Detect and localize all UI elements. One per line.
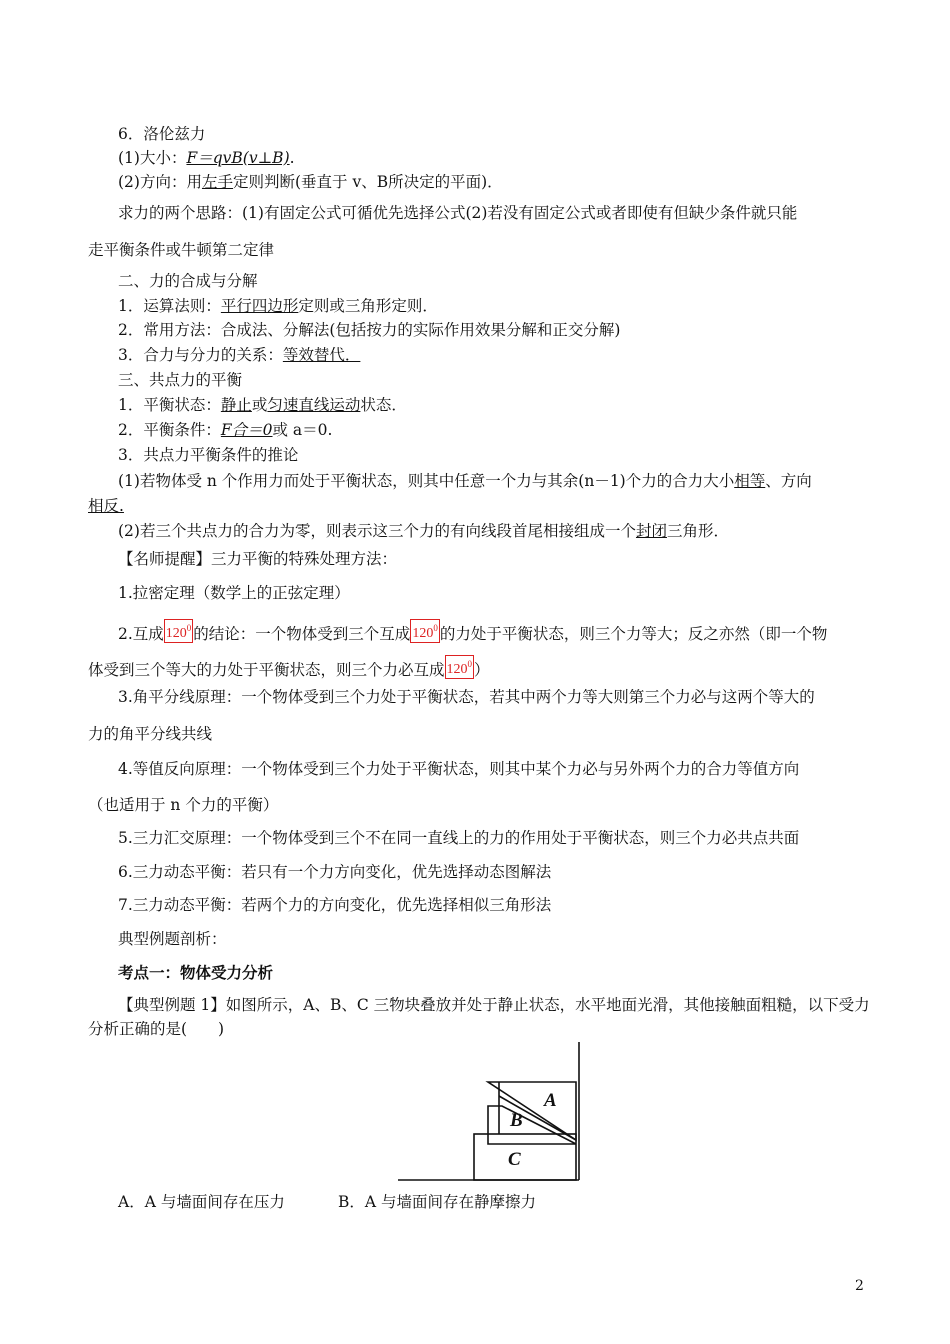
tip-4: 4.等值反向原理：一个物体受到三个力处于平衡状态，则其中某个力必与另外两个力的合力等值方向: [118, 760, 800, 778]
example-1-question-cont: 分析正确的是( ): [88, 1020, 225, 1038]
tips-heading: 【名师提醒】三力平衡的特殊处理方法：: [118, 550, 398, 568]
option-a: A．A 与墙面间存在压力: [118, 1193, 285, 1211]
equilibrium-condition: 2．平衡条件：F合＝0或 a＝0.: [118, 421, 333, 439]
inference-2: (2)若三个共点力的合力为零，则表示这三个力的有向线段首尾相接组成一个封闭三角形．: [118, 522, 729, 540]
tip-7: 7.三力动态平衡：若两个力的方向变化，优先选择相似三角形法: [118, 896, 552, 914]
example-1-question: 【典型例题 1】如图所示，A、B、C 三物块叠放并处于静止状态，水平地面光滑，其他接触面粗糙，以下受力: [118, 996, 870, 1014]
lorentz-direction-line: (2)方向：用左手定则判断(垂直于 v、B所决定的平面)．: [118, 173, 503, 191]
tip-5: 5.三力汇交原理：一个物体受到三个不在同一直线上的力的作用处于平衡状态，则三个力必共点共面: [118, 829, 800, 847]
section-composition-heading: 二、力的合成与分解: [118, 272, 258, 290]
tip-3-cont: 力的角平分线共线: [88, 725, 213, 743]
tip-2: 2.互成 $120^0$ 的结论：一个物体受到三个互成 $120^0$ 的力处于平衡状态，则三个力等大；反之亦然（即一个物: [118, 619, 827, 644]
point-1-heading: 考点一：物体受力分析: [118, 963, 274, 982]
inference-1: (1)若物体受 n 个作用力而处于平衡状态，则其中任意一个力与其余(n－1)个力的合力大小相等、方向: [118, 472, 812, 490]
section-equilibrium-heading: 三、共点力的平衡: [118, 371, 243, 389]
angle-badge: $120^0$: [445, 655, 475, 679]
block-c: [474, 1134, 576, 1180]
label-a: A: [544, 1090, 557, 1111]
label-c: C: [508, 1149, 521, 1170]
composition-method: 2．常用方法：合成法、分解法(包括按力的实际作用效果分解和正交分解): [118, 321, 621, 339]
composition-rule: 1．运算法则：平行四边形定则或三角形定则．: [118, 297, 438, 315]
lorentz-formula: F＝qvB: [186, 149, 243, 167]
tip-3: 3.角平分线原理：一个物体受到三个力处于平衡状态，若其中两个力等大则第三个力必与这两个等大的: [118, 688, 815, 706]
label-b: B: [510, 1110, 523, 1131]
section-lorentz-heading: 6．洛伦兹力: [118, 125, 206, 143]
page-number: 2: [855, 1278, 864, 1294]
block-a: [488, 1082, 576, 1140]
tip-6: 6.三力动态平衡：若只有一个力方向变化，优先选择动态图解法: [118, 863, 552, 881]
option-b: B．A 与墙面间存在静摩擦力: [338, 1193, 537, 1211]
equilibrium-state: 1．平衡状态：静止或匀速直线运动状态．: [118, 396, 407, 414]
inference-1-cont: 相反.: [88, 497, 124, 515]
angle-badge: $120^0$: [410, 619, 440, 643]
force-ideas-line1: 求力的两个思路：(1)有固定公式可循优先选择公式(2)若没有固定公式或者即使有但缺少条件就只能: [118, 204, 798, 222]
force-ideas-line2: 走平衡条件或牛顿第二定律: [88, 241, 275, 259]
examples-heading: 典型例题剖析：: [118, 930, 227, 948]
blocks-figure: [398, 1040, 583, 1185]
lorentz-size-line: (1)大小：F＝qvB(v⊥B).: [118, 149, 295, 167]
tip-1: 1.拉密定理（数学上的正弦定理）: [118, 584, 350, 602]
angle-badge: $120^0$: [164, 619, 194, 643]
tip-4-cont: （也适用于 n 个力的平衡）: [88, 796, 279, 814]
composition-relation: 3．合力与分力的关系：等效替代．: [118, 346, 361, 364]
tip-2-cont: 体受到三个等大的力处于平衡状态，则三个力必互成 $120^0$ ）: [88, 655, 490, 680]
equilibrium-inference-heading: 3．共点力平衡条件的推论: [118, 446, 299, 464]
